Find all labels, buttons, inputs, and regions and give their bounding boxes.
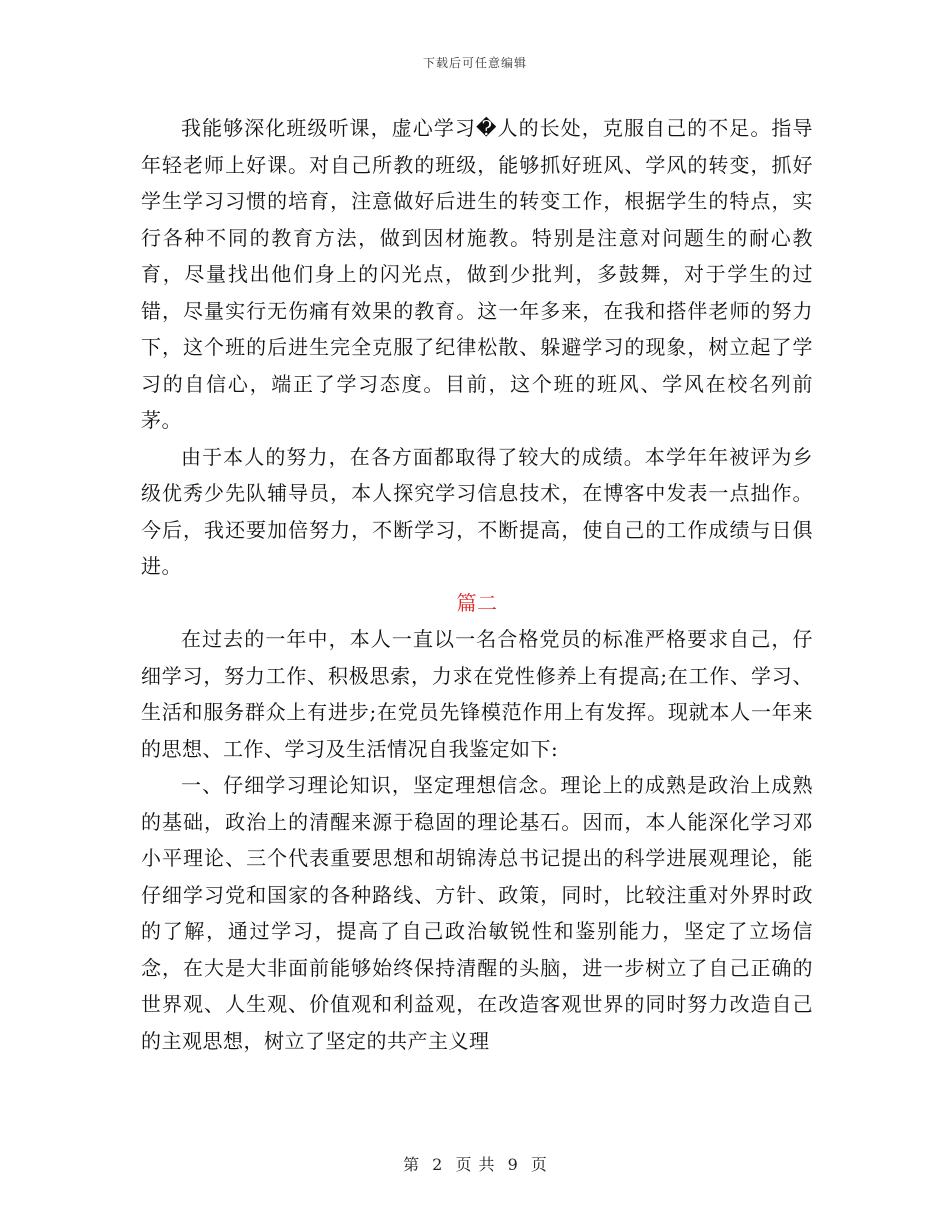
page-header: 下载后可任意编辑 [422, 56, 527, 70]
document-body [141, 110, 813, 1059]
footer-suffix: 页 [530, 1155, 547, 1174]
footer-prefix: 第 [403, 1155, 420, 1174]
paragraph-1: 我能够深化班级听课，虚心学习�人的长处，克服自己的不足。指导年轻老师上好课。对自己所教的班级，能够抓好班风、学风的转变，抓好学生学习习惯的培育，注意做好后进生的转变工作，根据学生的特点，实行各种不同的教育方法，做到因材施教。特别是注意对问题生的耐心教育，尽量找出他们身上的闪光点，做到少批判，多鼓舞，对于学生的过错，尽量实行无伤痛有效果的教育。这一年多来，在我和搭伴老师的努力下，这个班的后进生完全克服了纪律松散、躲避学习的现象，树立起了学习的自信心，端正了学习态度。目前，这个班的班风、学风在校名列前茅。 [141, 116, 813, 432]
section-title: 篇二 [456, 590, 498, 615]
paragraph-3: 在过去的一年中，本人一直以一名合格党员的标准严格要求自己，仔细学习，努力工作、积极思索，力求在党性修养上有提高;在工作、学习、生活和服务群众上有进步;在党员先锋模范作用上有发挥。现就本人一年来的思想、工作、学习及生活情况自我鉴定如下: [141, 627, 813, 761]
footer-page-number: 2 [432, 1155, 443, 1174]
paragraph-4: 一、仔细学习理论知识，坚定理想信念。理论上的成熟是政治上成熟的基础，政治上的清醒来源于稳固的理论基石。因而，本人能深化学习邓小平理论、三个代表重要思想和胡锦涛总书记提出的科学进展观理论，能仔细学习党和国家的各种路线、方针、政策，同时，比较注重对外界时政的了解，通过学习，提高了自己政治敏锐性和鉴别能力，坚定了立场信念，在大是大非面前能够始终保持清醒的头脑，进一步树立了自己正确的世界观、人生观、价值观和利益观，在改造客观世界的同时努力改造自己的主观思想，树立了坚定的共产主义理 [141, 773, 813, 1053]
footer-total-pages: 9 [507, 1155, 518, 1174]
page-footer [0, 1152, 950, 1175]
paragraph-2: 由于本人的努力，在各方面都取得了较大的成绩。本学年年被评为乡级优秀少先队辅导员，本人探究学习信息技术，在博客中发表一点拙作。今后，我还要加倍努力，不断学习，不断提高，使自己的工作成绩与日俱进。 [141, 444, 813, 578]
footer-middle: 页 共 [455, 1155, 495, 1174]
